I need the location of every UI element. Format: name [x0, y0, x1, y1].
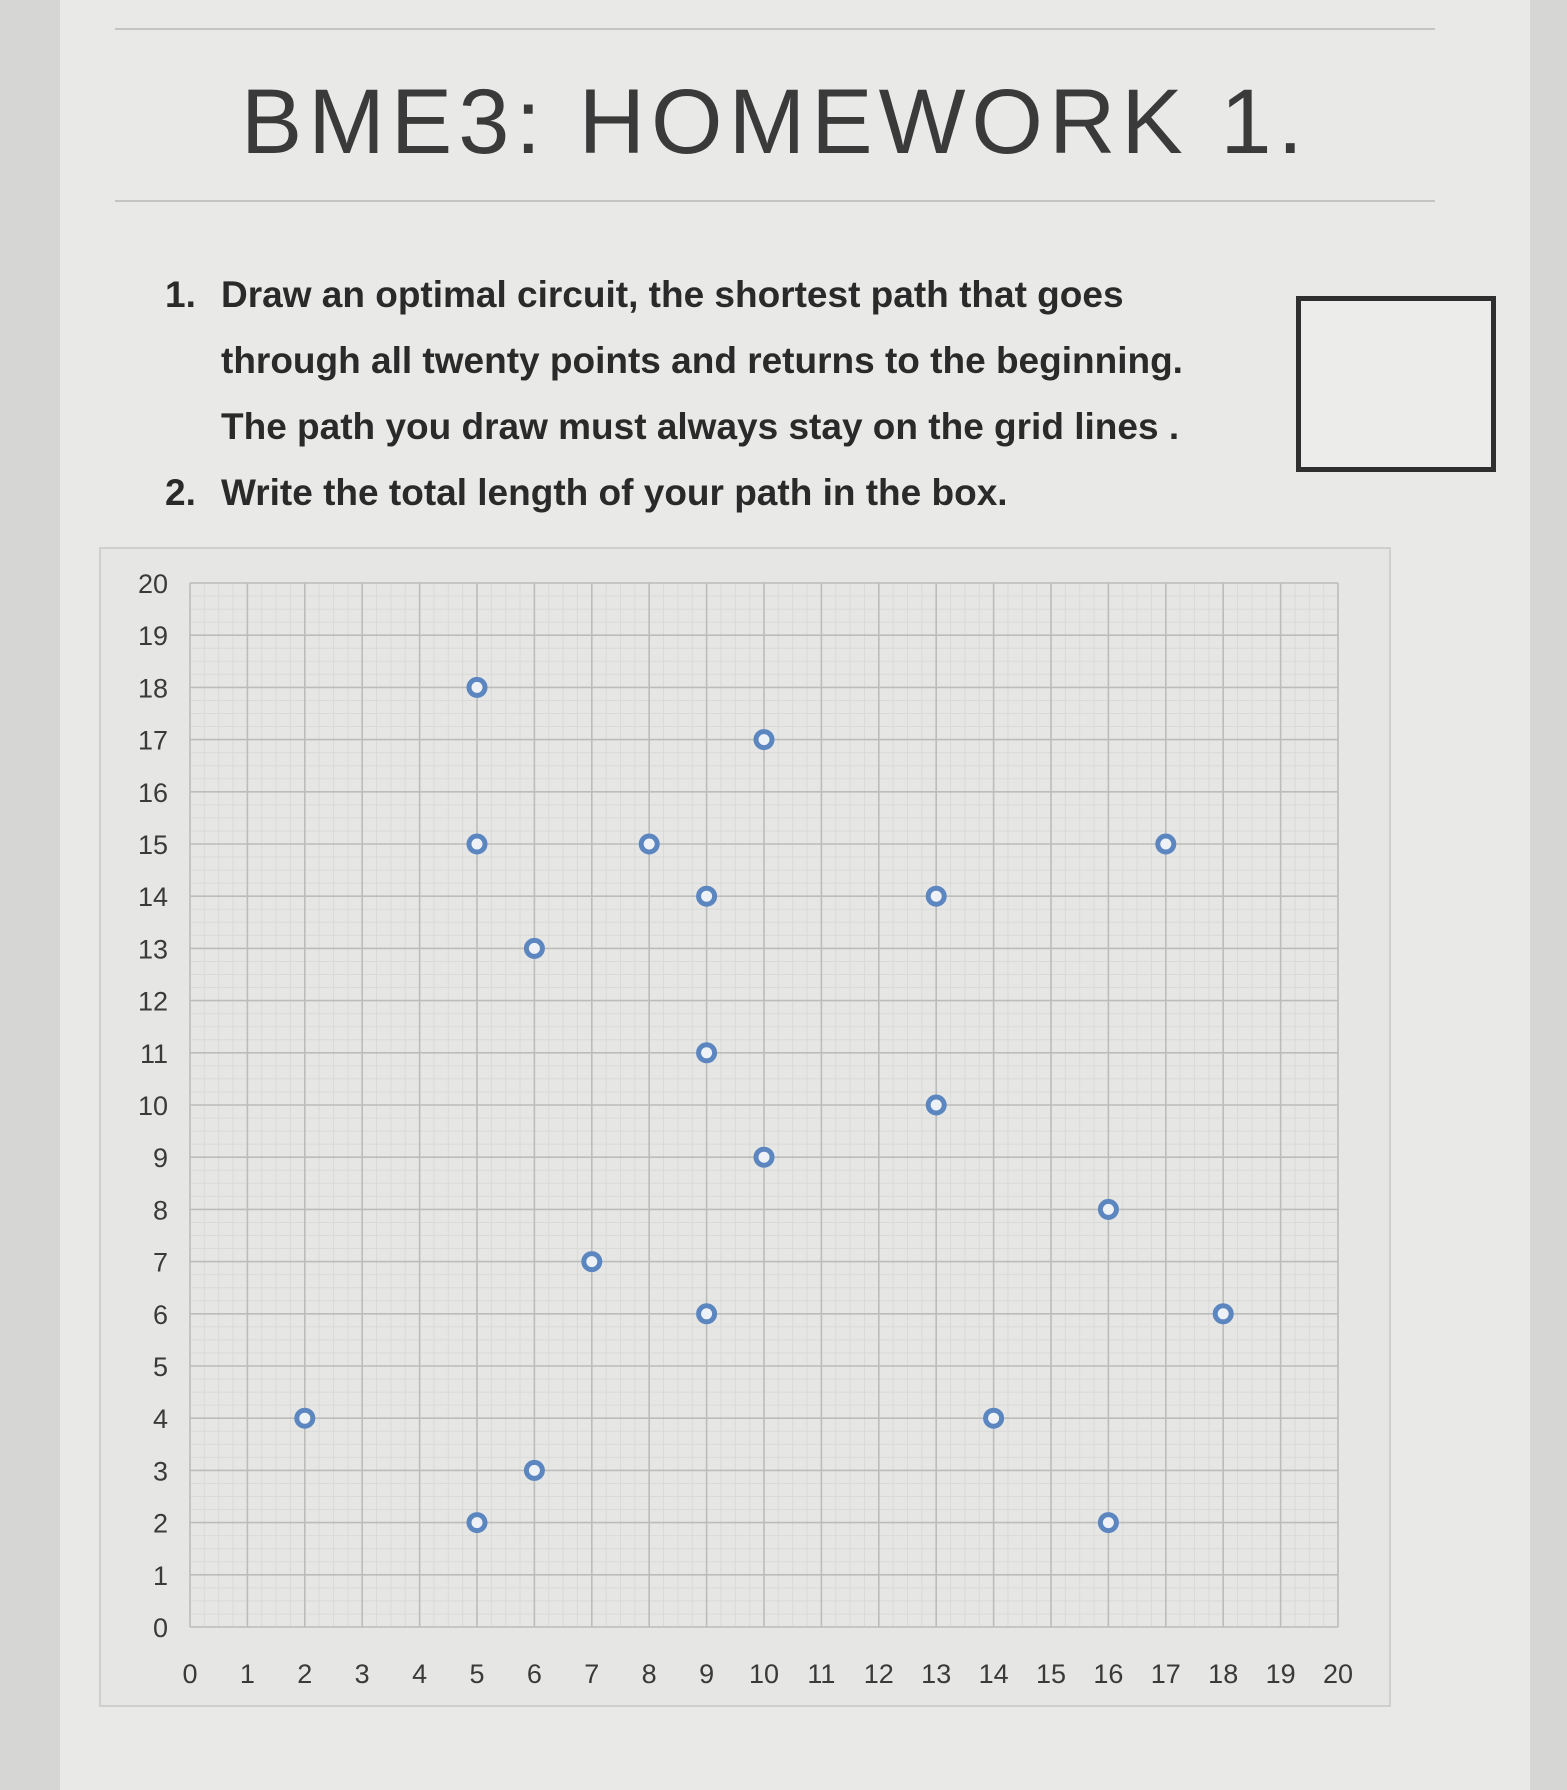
x-tick-labels	[182, 1659, 1353, 1689]
y-tick-label: 15	[137, 830, 168, 860]
y-tick-label: 3	[152, 1456, 168, 1487]
y-tick-label: 9	[152, 1143, 168, 1174]
instruction-number: 2.	[165, 472, 196, 513]
instruction-line: Write the total length of your path in the box.	[221, 472, 1008, 513]
y-tick-label: 4	[152, 1404, 168, 1435]
y-tick-label: 14	[137, 882, 168, 913]
data-point	[928, 1097, 944, 1113]
data-point	[526, 940, 542, 956]
x-tick-label: 14	[978, 1659, 1009, 1689]
x-tick-label: 18	[1208, 1659, 1239, 1689]
x-tick-label: 0	[182, 1659, 198, 1689]
data-point	[756, 1149, 772, 1165]
chart-frame	[100, 548, 1390, 1706]
data-point	[756, 732, 772, 748]
x-tick-label: 15	[1035, 1659, 1067, 1689]
data-point	[584, 1254, 600, 1270]
data-point	[699, 1045, 715, 1061]
data-point	[1100, 1515, 1116, 1531]
x-tick-label: 8	[641, 1659, 657, 1689]
data-point	[699, 1306, 715, 1322]
y-tick-label: 2	[152, 1508, 168, 1539]
y-tick-label: 13	[137, 934, 168, 965]
data-point	[469, 1515, 485, 1531]
x-tick-label: 12	[863, 1659, 894, 1689]
data-point	[1100, 1201, 1116, 1217]
x-tick-label: 3	[354, 1659, 370, 1689]
x-tick-label: 6	[526, 1659, 542, 1689]
y-tick-label: 18	[137, 673, 168, 704]
x-tick-label: 1	[239, 1659, 255, 1689]
data-point	[986, 1410, 1002, 1426]
y-tick-label: 5	[152, 1352, 168, 1382]
instruction-line: Draw an optimal circuit, the shortest path that goes	[221, 274, 1124, 315]
data-point	[469, 679, 485, 695]
x-tick-label: 16	[1093, 1659, 1124, 1689]
y-tick-label: 0	[152, 1613, 168, 1643]
data-point	[1215, 1306, 1231, 1322]
instruction-number: 1.	[165, 274, 196, 315]
y-tick-label: 12	[137, 986, 168, 1017]
data-point	[526, 1462, 542, 1478]
y-tick-label: 20	[137, 569, 168, 599]
y-tick-label: 16	[137, 777, 168, 808]
y-tick-label: 7	[152, 1247, 168, 1278]
data-point	[469, 836, 485, 852]
data-point	[699, 888, 715, 904]
data-point	[297, 1410, 313, 1426]
x-tick-label: 2	[297, 1659, 313, 1689]
x-tick-label: 5	[469, 1659, 485, 1689]
data-point	[641, 836, 657, 852]
y-tick-label: 8	[152, 1195, 168, 1226]
data-point	[928, 888, 944, 904]
data-point	[1158, 836, 1174, 852]
x-tick-label: 13	[921, 1659, 952, 1689]
instruction-line: The path you draw must always stay on the grid lines .	[221, 406, 1180, 447]
instruction-line: through all twenty points and returns to the beginning.	[221, 340, 1183, 381]
page-title: BME3: HOMEWORK 1.	[240, 71, 1310, 173]
y-tick-label: 17	[137, 725, 168, 756]
x-tick-label: 20	[1322, 1659, 1354, 1689]
y-tick-label: 6	[152, 1299, 168, 1330]
x-tick-label: 19	[1265, 1659, 1296, 1689]
y-tick-label: 11	[139, 1038, 168, 1069]
x-tick-label: 17	[1150, 1659, 1181, 1689]
y-tick-label: 19	[137, 621, 168, 652]
x-tick-label: 10	[748, 1659, 780, 1689]
x-tick-label: 7	[584, 1659, 600, 1689]
y-tick-label: 1	[152, 1560, 168, 1591]
x-tick-label: 4	[412, 1659, 428, 1689]
y-tick-label: 10	[137, 1091, 168, 1121]
x-tick-label: 11	[807, 1659, 836, 1689]
x-tick-label: 9	[699, 1659, 715, 1689]
